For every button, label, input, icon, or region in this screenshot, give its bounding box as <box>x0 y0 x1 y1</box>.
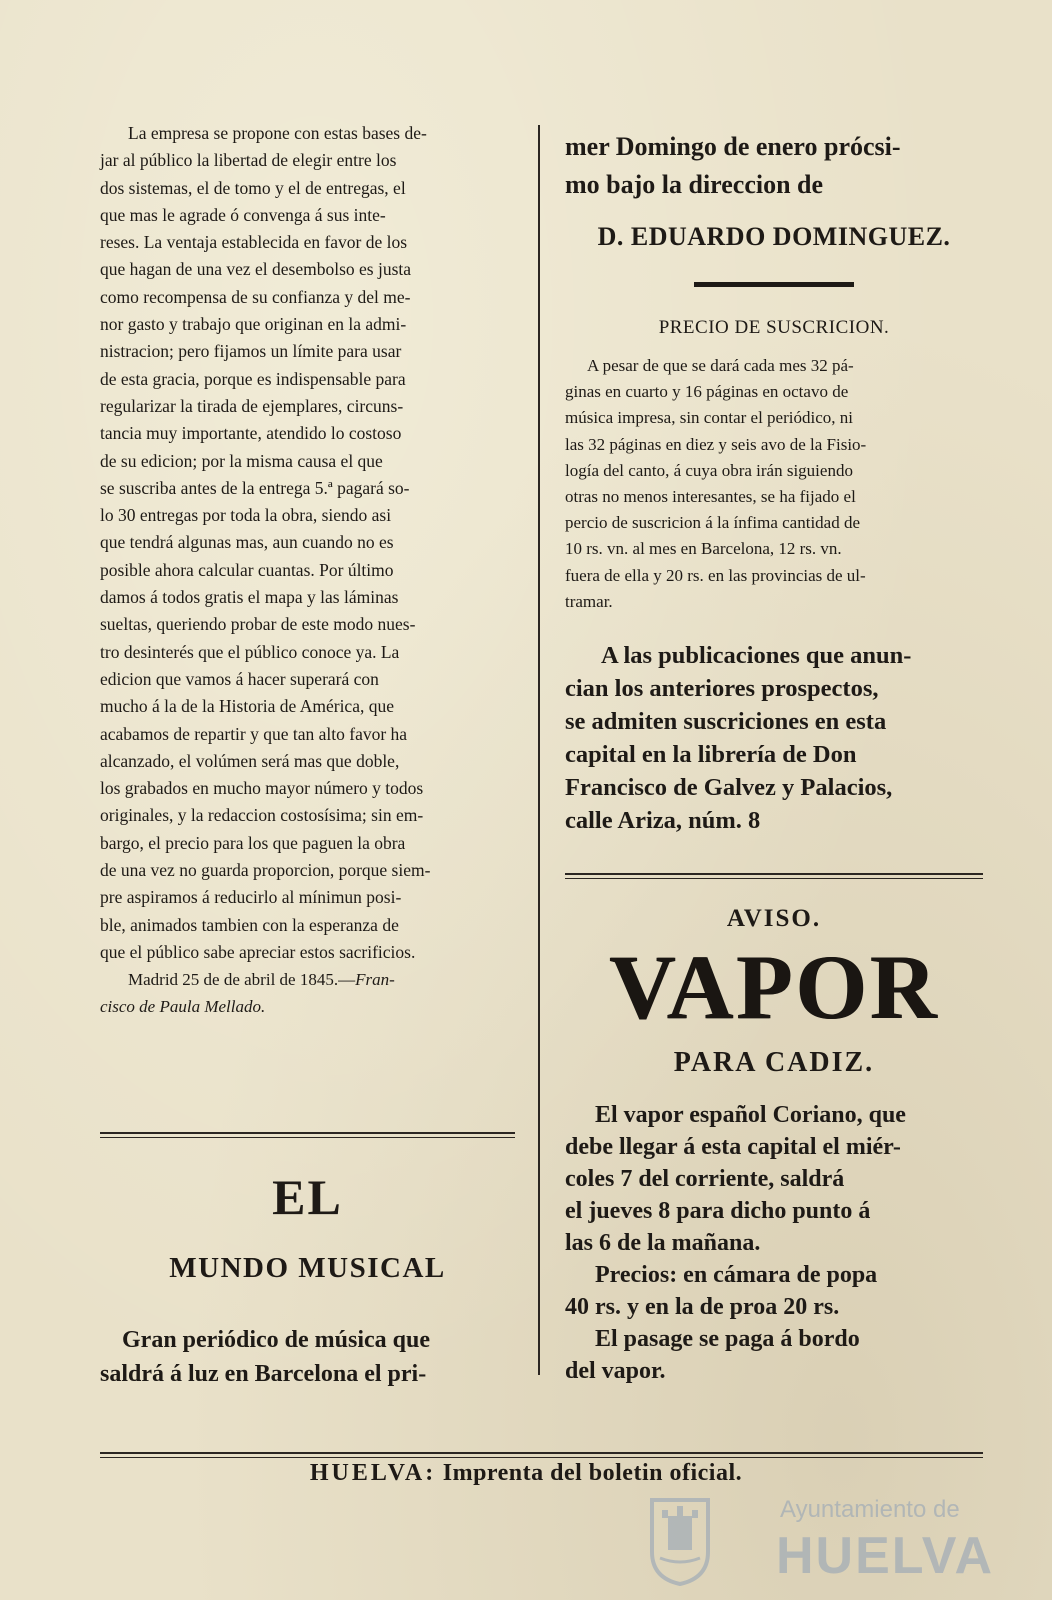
text-line: A pesar de que se dará cada mes 32 pá- <box>587 356 854 375</box>
text-line: 10 rs. vn. al mes en Barcelona, 12 rs. vn. <box>565 539 842 559</box>
para-cadiz-heading: PARA CADIZ. <box>673 1047 875 1079</box>
text-line: logía del canto, á cuya obra irán siguiendo <box>565 460 853 480</box>
text-line: 40 rs. y en la de proa 20 rs. <box>565 1294 840 1321</box>
text-line: fuera de ella y 20 rs. en las provincias de ul- <box>565 565 866 585</box>
signature-name: Fran- <box>355 970 395 990</box>
text-line: mucho á la de la Historia de América, que <box>100 696 394 717</box>
watermark-line1: Ayuntamiento de <box>780 1496 960 1523</box>
text-line: percio de suscricion á la ínfima cantidad de <box>565 513 861 533</box>
signature-place: Madrid 25 de de abril de 1845.— <box>128 970 356 990</box>
column-divider <box>538 125 540 1375</box>
text-line: el jueves 8 para dicho punto á <box>565 1198 871 1225</box>
text-line: Precios: en cámara de popa <box>595 1262 878 1289</box>
suscriciones-paragraph <box>565 639 983 837</box>
precio-paragraph <box>565 353 983 615</box>
text-line: debe llegar á esta capital el miér- <box>565 1134 901 1161</box>
text-line: se admiten suscriciones en esta <box>565 708 887 736</box>
vapor-title: VAPOR <box>608 936 940 1039</box>
signature-name: cisco de Paula Mellado. <box>100 997 266 1017</box>
text-line: calle Ariza, núm. 8 <box>565 807 761 835</box>
text-line: de su edicion; por la misma causa el que <box>100 450 383 471</box>
signature-line <box>100 966 515 993</box>
imprint-footer <box>0 1460 1052 1487</box>
signature-line <box>100 993 515 1020</box>
text-line: Francisco de Galvez y Palacios, <box>565 774 893 802</box>
aviso-heading: AVISO. <box>726 905 822 933</box>
watermark-line2: HUELVA <box>776 1527 995 1585</box>
text-line: ble, animados tambien con la esperanza de <box>100 914 399 935</box>
right-column <box>565 128 983 1387</box>
text-line: originales, y la redaccion costosísima; sin em- <box>100 805 424 826</box>
text-line: coles 7 del corriente, saldrá <box>565 1166 845 1193</box>
text-line: alcanzado, el volúmen será mas que doble, <box>100 750 400 771</box>
text-line: capital en la librería de Don <box>565 741 857 769</box>
text-line: bargo, el precio para los que paguen la obra <box>100 832 406 853</box>
text-line: ginas en cuarto y 16 páginas en octavo de <box>565 382 849 402</box>
text-line: del vapor. <box>565 1358 666 1385</box>
text-line: que el público sabe apreciar estos sacrificios. <box>100 941 416 962</box>
ayuntamiento-watermark <box>648 1492 995 1592</box>
text-line: sueltas, queriendo probar de este modo nues- <box>100 614 416 635</box>
text-line: de una vez no guarda proporcion, porque siem- <box>100 860 431 881</box>
text-line: pre aspiramos á reducirlo al mínimun posi- <box>100 887 402 908</box>
text-line: acabamos de repartir y que tan alto favor ha <box>100 723 408 744</box>
text-line: otras no menos interesantes, se ha fijado el <box>565 487 856 507</box>
text-line: mo bajo la direccion de <box>565 170 824 199</box>
city-shield-icon <box>648 1494 712 1586</box>
text-line: como recompensa de su confianza y del me- <box>100 286 411 307</box>
text-line: que tendrá algunas mas, aun cuando no es <box>100 532 394 553</box>
text-line: reses. La ventaja establecida en favor de los <box>100 232 408 253</box>
gran-periodico-paragraph <box>100 1323 515 1391</box>
text-line: regularizar la tirada de ejemplares, circuns- <box>100 395 404 416</box>
text-line: dos sistemas, el de tomo y el de entregas, el <box>100 177 406 198</box>
text-line: damos á todos gratis el mapa y las láminas <box>100 587 399 608</box>
text-line: mer Domingo de enero prócsi- <box>565 132 901 161</box>
text-line: cian los anteriores prospectos, <box>565 675 879 703</box>
footer-rule <box>100 1452 983 1458</box>
el-title: EL <box>272 1169 343 1226</box>
text-line: posible ahora calcular cuantas. Por último <box>100 559 394 580</box>
text-line: A las publicaciones que anun- <box>601 642 912 670</box>
text-line: edicion que vamos á hacer superará con <box>100 668 379 689</box>
text-line: música impresa, sin contar el periódico, ni <box>565 408 853 428</box>
text-line: nistracion; pero fijamos un límite para usar <box>100 341 402 362</box>
text-line: se suscriba antes de la entrega 5.ª pagará so- <box>100 477 410 498</box>
director-name: D. EDUARDO DOMINGUEZ. <box>597 222 951 251</box>
prospectus-paragraph <box>100 120 515 966</box>
mundo-musical-title: MUNDO MUSICAL <box>169 1252 446 1285</box>
text-line: de esta gracia, porque es indispensable para <box>100 368 406 389</box>
text-line: saldrá á luz en Barcelona el pri- <box>100 1361 427 1388</box>
text-line: las 32 páginas en diez y seis avo de la Fisio- <box>565 434 867 454</box>
text-line: lo 30 entregas por toda la obra, siendo asi <box>100 505 392 526</box>
text-line: La empresa se propone con estas bases de- <box>128 123 427 143</box>
imprint-place: HUELVA: <box>309 1460 437 1486</box>
imprint-text: Imprenta del boletin oficial. <box>442 1460 743 1486</box>
vapor-paragraph <box>565 1099 983 1387</box>
text-line: que mas le agrade ó convenga á sus inte- <box>100 204 386 225</box>
text-line: El pasage se paga á bordo <box>595 1326 860 1353</box>
left-column <box>100 120 515 1391</box>
text-line: que hagan de una vez el desembolso es justa <box>100 259 412 280</box>
text-line: tramar. <box>565 591 613 611</box>
text-line: Gran periódico de música que <box>122 1327 431 1354</box>
text-line: tancia muy importante, atendido lo costoso <box>100 423 402 444</box>
text-line: las 6 de la mañana. <box>565 1230 761 1257</box>
text-line: nor gasto y trabajo que originan en la admi- <box>100 314 407 335</box>
precio-heading: PRECIO DE SUSCRICION. <box>658 317 890 338</box>
text-line: jar al público la libertad de elegir entre los <box>100 150 397 171</box>
text-line: tro desinterés que el público conoce ya. La <box>100 641 400 662</box>
text-line: El vapor español Coriano, que <box>595 1102 906 1129</box>
text-line: los grabados en mucho mayor número y todos <box>100 778 424 799</box>
